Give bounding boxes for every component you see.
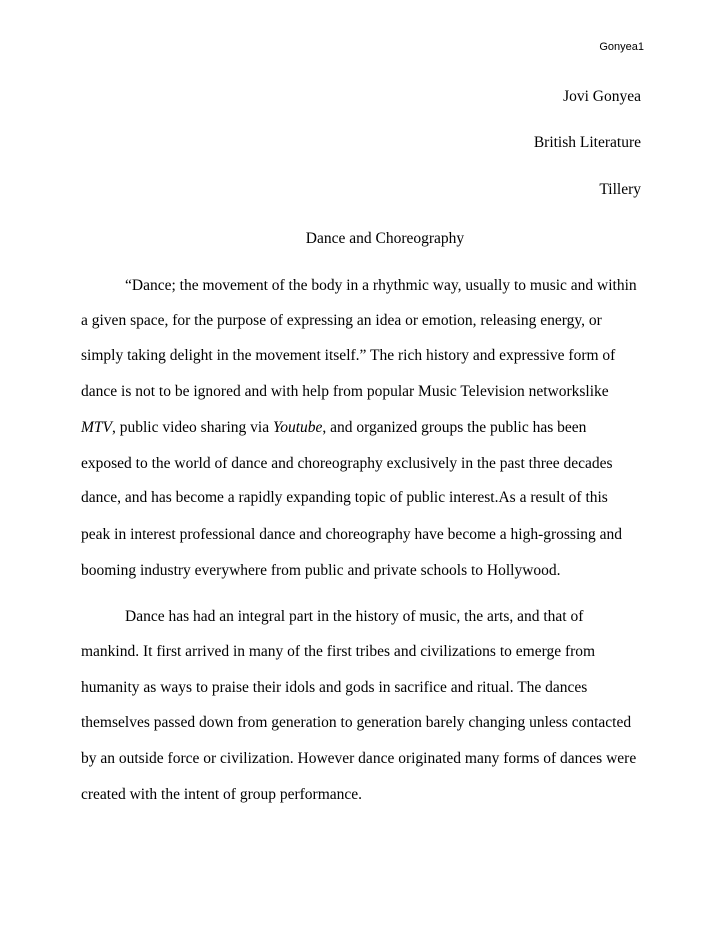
italic-term-youtube: Youtube — [273, 419, 323, 436]
paragraph-line: mankind. It first arrived in many of the first tribes and civilizations to emerge from — [81, 643, 596, 660]
paragraph-line: peak in interest professional dance and choreography have become a high-grossing and — [81, 526, 623, 543]
essay-title: Dance and Choreography — [305, 230, 465, 247]
paragraph-text: , public video sharing via — [112, 419, 273, 436]
running-head: Gonyea1 — [599, 41, 644, 53]
paragraph-line: exposed to the world of dance and choreography exclusively in the past three decades — [81, 455, 613, 472]
paragraph-text: , and organized groups the public has been — [322, 419, 587, 436]
paragraph-line: simply taking delight in the movement itself.” The rich history and expressive form of — [81, 347, 616, 364]
author-name: Jovi Gonyea — [563, 88, 641, 105]
paragraph-line: humanity as ways to praise their idols and gods in sacrifice and ritual. The dances — [81, 679, 588, 696]
paragraph-line: created with the intent of group performance. — [81, 786, 363, 803]
teacher-name: Tillery — [599, 181, 641, 198]
paragraph-line: “Dance; the movement of the body in a rhythmic way, usually to music and within — [125, 277, 637, 294]
paragraph-line: a given space, for the purpose of expressing an idea or emotion, releasing energy, or — [81, 312, 602, 329]
paragraph-line: dance is not to be ignored and with help from popular Music Television networkslike — [81, 383, 609, 400]
italic-term-mtv: MTV — [81, 419, 112, 436]
paragraph-line: booming industry everywhere from public and private schools to Hollywood. — [81, 562, 561, 579]
paragraph-line: Dance has had an integral part in the history of music, the arts, and that of — [125, 608, 584, 625]
course-name: British Literature — [533, 134, 641, 151]
paragraph-line: themselves passed down from generation to generation barely changing unless contacted — [81, 714, 632, 731]
paragraph-line: by an outside force or civilization. However dance originated many forms of dances were — [81, 750, 637, 767]
paragraph-line — [81, 419, 586, 437]
paragraph-line: dance, and has become a rapidly expanding topic of public interest.As a result of this — [81, 489, 608, 506]
